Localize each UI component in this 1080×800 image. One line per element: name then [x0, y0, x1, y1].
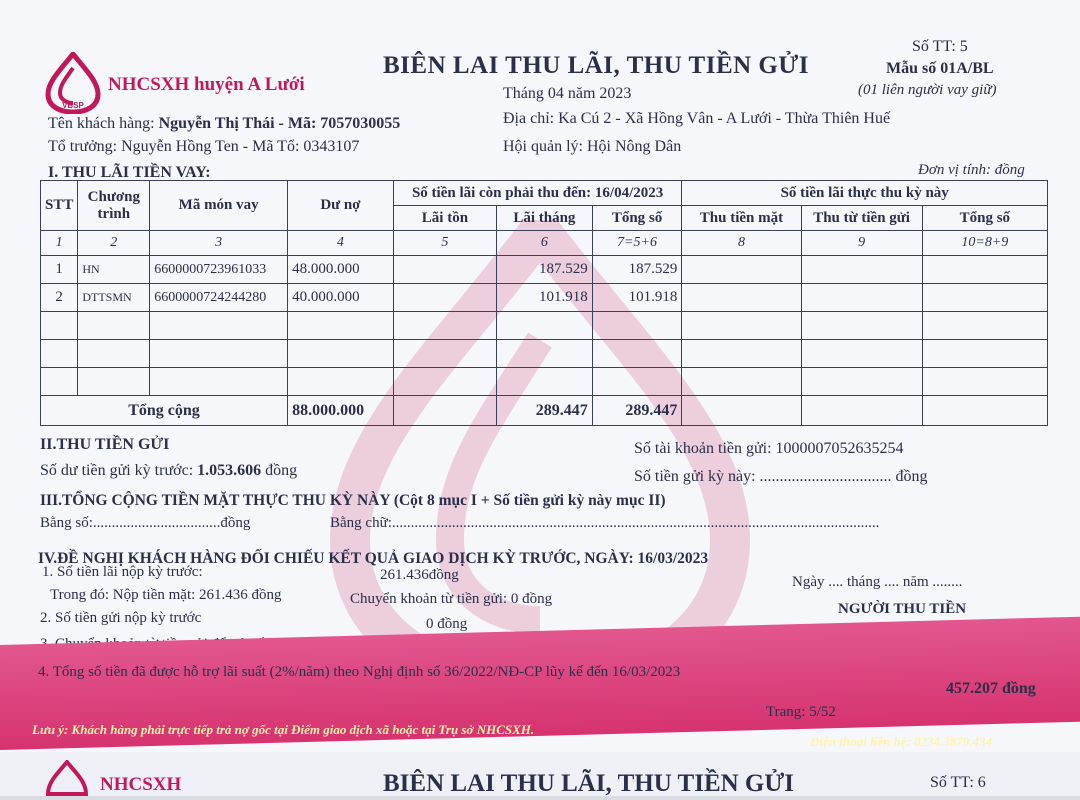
contact-phone: Điện thoại liên hệ: 0234.3879.434 [810, 734, 993, 749]
row-from-deposit [801, 284, 922, 312]
index-cell: 7=5+6 [592, 231, 682, 256]
collector-title: NGƯỜI THU TIỀN [838, 601, 967, 617]
col-total: Tổng số [592, 206, 682, 231]
col-program: Chương trình [78, 181, 150, 231]
total-balance: 88.000.000 [288, 396, 394, 426]
row-from-deposit [801, 256, 922, 284]
copy-note: (01 liên người vay giữ) [858, 82, 997, 98]
col-from-deposit: Thu từ tiền gửi [801, 206, 922, 231]
row-cash [682, 256, 801, 284]
deposit-account: Số tài khoản tiền gửi: 1000007052635254 [634, 440, 904, 457]
row-cash [682, 284, 801, 312]
index-cell: 3 [150, 231, 288, 256]
index-cell: 2 [78, 231, 150, 256]
col-backlog-interest: Lãi tồn [393, 206, 496, 231]
row-program: DTTSMN [78, 284, 150, 312]
index-cell: 5 [393, 231, 496, 256]
customer-value: Nguyễn Thị Thái - Mã: 7057030055 [158, 115, 401, 132]
row-backlog-interest [393, 284, 496, 312]
row-total2 [922, 284, 1047, 312]
total-monthly-interest: 289.447 [497, 396, 593, 426]
total-cash [682, 396, 801, 426]
row-total: 101.918 [592, 284, 682, 312]
col-loan-code: Mã món vay [150, 181, 288, 231]
item4-value: 457.207 đồng [946, 680, 1036, 697]
total-sum2 [922, 396, 1047, 426]
next-logo-icon [42, 760, 92, 800]
receipt-month: Tháng 04 năm 2023 [503, 85, 632, 102]
unit-note: Đơn vị tính: đồng [918, 162, 1025, 178]
row-stt: 2 [41, 284, 78, 312]
row-monthly-interest: 101.918 [497, 284, 593, 312]
table-header-row [41, 181, 1048, 206]
total-label: Tổng cộng [41, 396, 288, 426]
col-group-collected: Số tiền lãi thực thu kỳ này [682, 181, 1048, 206]
transfer-from-deposit: Chuyển khoản từ tiền gửi: 0 đồng [350, 591, 553, 607]
empty-row [41, 340, 1048, 368]
index-cell: 8 [682, 231, 801, 256]
index-row [41, 231, 1048, 256]
index-cell: 9 [801, 231, 922, 256]
deposit-this-period: Số tiền gửi kỳ này: ................................. đồng [634, 468, 928, 485]
col-cash: Thu tiền mặt [682, 206, 801, 231]
date-line: Ngày .... tháng .... năm ........ [792, 574, 963, 590]
vbsp-logo-icon [42, 52, 104, 114]
previous-balance-row [40, 462, 297, 480]
row-balance: 48.000.000 [288, 256, 394, 284]
index-cell: 6 [497, 231, 593, 256]
amount-in-words: Bằng chữ:.................................................................................................................................. [330, 515, 880, 531]
col-monthly-interest: Lãi tháng [497, 206, 593, 231]
footer-note: Lưu ý: Khách hàng phải trực tiếp trả nợ gốc tại Điểm giao dịch xã hoặc tại Trụ sở NHCSXH. [32, 722, 535, 737]
section1-title: I. THU LÃI TIỀN VAY: [48, 164, 211, 181]
form-number: Mẫu số 01A/BL [886, 60, 994, 77]
next-title: BIÊN LAI THU LÃI, THU TIỀN GỬI [383, 770, 794, 797]
previous-balance-value: 1.053.606 [197, 462, 262, 479]
empty-row [41, 368, 1048, 396]
customer-label: Tên khách hàng: [48, 115, 155, 132]
empty-row [41, 312, 1048, 340]
page-number: Trang: 5/52 [766, 704, 836, 720]
section3-title: III.TỔNG CỘNG TIỀN MẶT THỰC THU KỲ NÀY (Cột 8 mục I + Số tiền gửi kỳ này mục II) [40, 492, 666, 509]
previous-balance-label: Số dư tiền gửi kỳ trước: [40, 462, 194, 479]
table-row [41, 284, 1048, 312]
total-backlog [393, 396, 496, 426]
interest-table [40, 180, 1048, 426]
serial-number: Số TT: 5 [912, 38, 968, 55]
col-group-due: Số tiền lãi còn phải thu đến: 16/04/2023 [393, 181, 682, 206]
row-total: 187.529 [592, 256, 682, 284]
svg-text:VBSP: VBSP [62, 101, 84, 110]
receipt-title: BIÊN LAI THU LÃI, THU TIỀN GỬI [383, 52, 809, 79]
item2-value: 0 đồng [426, 616, 468, 632]
table-row [41, 256, 1048, 284]
item1-value: 261.436đồng [380, 567, 459, 583]
customer-row [48, 115, 400, 133]
item2-label: 2. Số tiền gửi nộp kỳ trước [40, 610, 202, 626]
address: Địa chỉ: Ka Cú 2 - Xã Hồng Vân - A Lưới - Thừa Thiên Huế [503, 110, 891, 127]
row-balance: 40.000.000 [288, 284, 394, 312]
col-total2: Tổng số [922, 206, 1047, 231]
group-leader: Tổ trưởng: Nguyễn Hồng Ten - Mã Tổ: 0343107 [48, 138, 360, 155]
row-stt: 1 [41, 256, 78, 284]
next-brand: NHCSXH [100, 774, 182, 795]
row-monthly-interest: 187.529 [497, 256, 593, 284]
row-loan-code: 6600000724244280 [150, 284, 288, 312]
row-backlog-interest [393, 256, 496, 284]
brand-name: NHCSXH huyện A Lưới [108, 74, 305, 95]
index-cell: 1 [41, 231, 78, 256]
section2-title: II.THU TIỀN GỬI [40, 436, 170, 453]
previous-balance-unit: đồng [265, 462, 298, 479]
next-receipt [0, 752, 1080, 796]
index-cell: 10=8+9 [922, 231, 1047, 256]
next-serial: Số TT: 6 [930, 774, 986, 791]
item1-label: 1. Số tiền lãi nộp kỳ trước: [42, 564, 203, 580]
row-program: HN [78, 256, 150, 284]
total-row [41, 396, 1048, 426]
managing-association: Hội quản lý: Hội Nông Dân [503, 138, 682, 155]
row-total2 [922, 256, 1047, 284]
index-cell: 4 [288, 231, 394, 256]
col-stt: STT [41, 181, 78, 231]
col-balance: Dư nợ [288, 181, 394, 231]
row-loan-code: 6600000723961033 [150, 256, 288, 284]
cash-paid: Trong đó: Nộp tiền mặt: 261.436 đồng [50, 587, 282, 603]
amount-in-numbers: Bằng số:..................................đồng [40, 515, 251, 531]
total-sum: 289.447 [592, 396, 682, 426]
item4-label: 4. Tổng số tiền đã được hỗ trợ lãi suất (2%/năm) theo Nghị định số 36/2022/NĐ-CP lũy kế đến 16/03/2023 [38, 664, 681, 680]
section4-title: IV.ĐỀ NGHỊ KHÁCH HÀNG ĐỐI CHIẾU KẾT QUẢ GIAO DỊCH KỲ TRƯỚC, NGÀY: 16/03/2023 [38, 550, 709, 567]
total-from-deposit [801, 396, 922, 426]
